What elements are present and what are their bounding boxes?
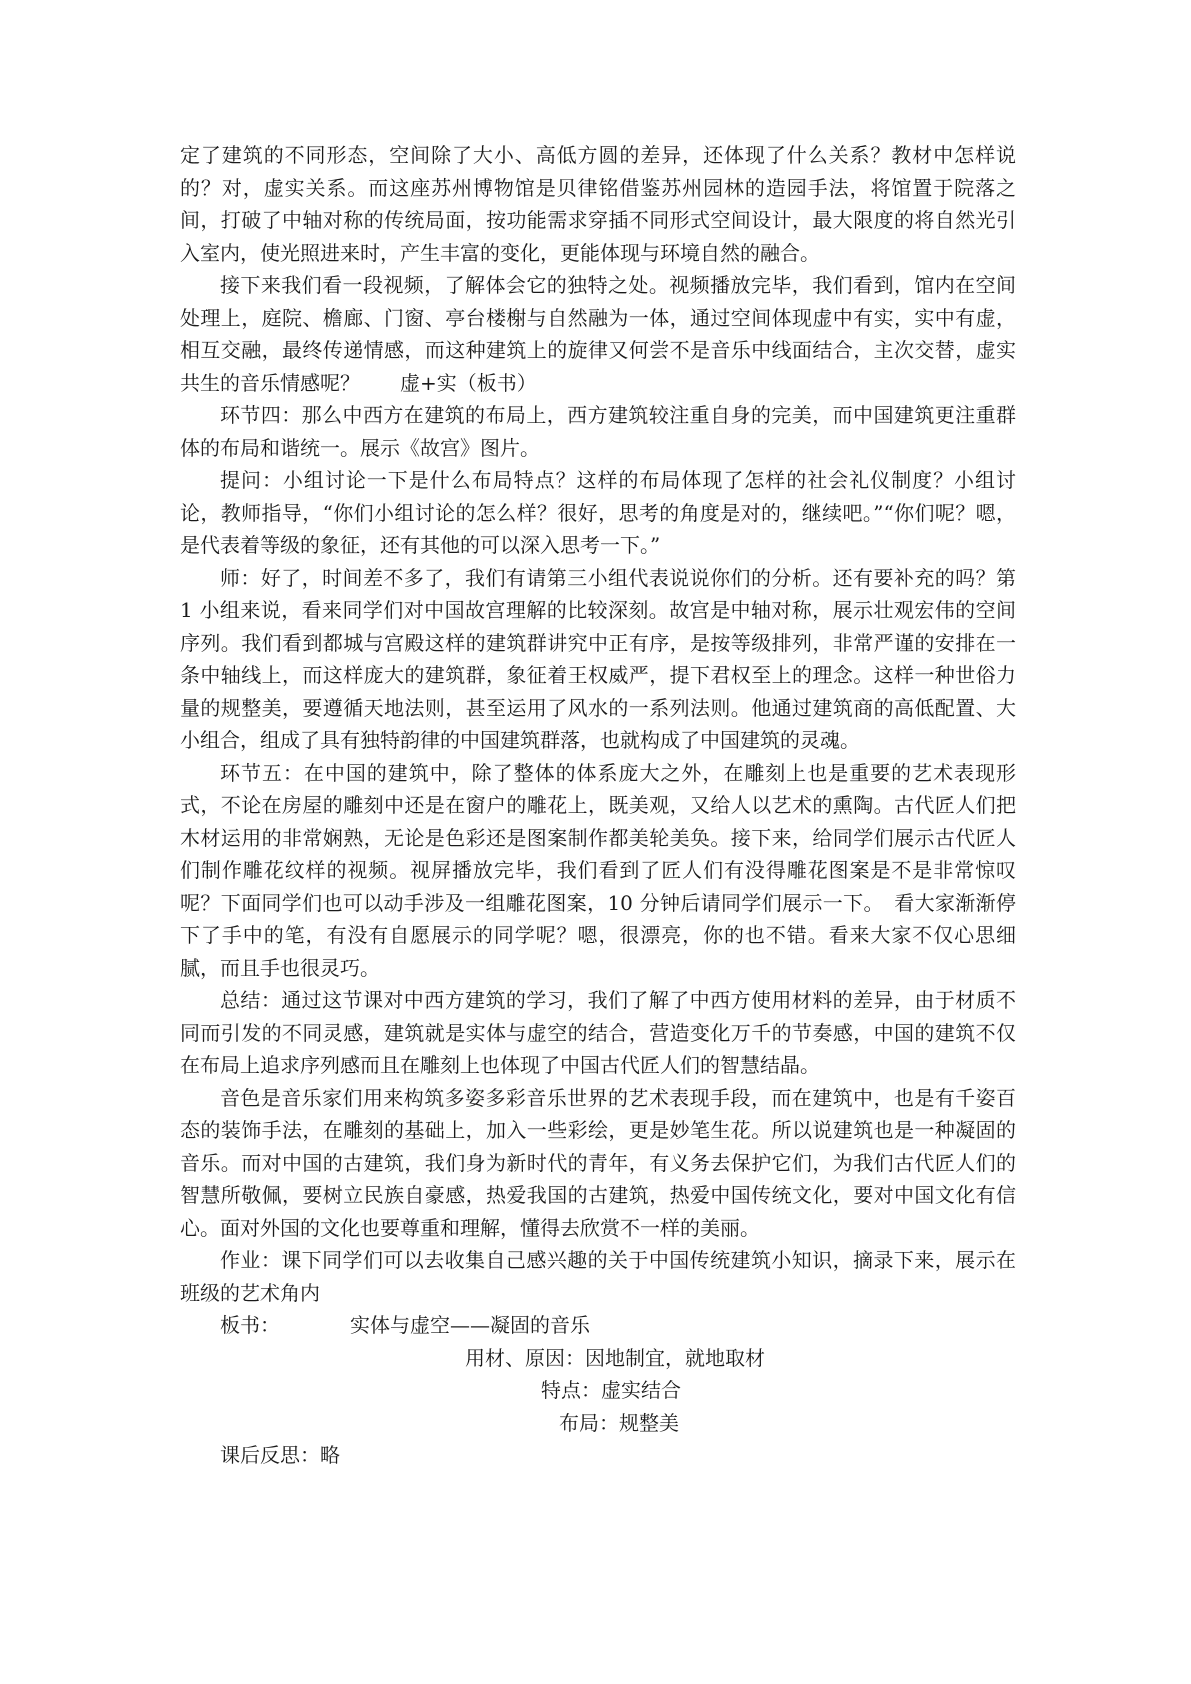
board-line-2: 特点：虚实结合 [541, 1378, 681, 1402]
paragraph-intro-continued: 定了建筑的不同形态，空间除了大小、高低方圆的差异，还体现了什么关系？教材中怎样说的？对，虚实关系。而这座苏州博物馆是贝律铭借鉴苏州园林的造园手法，将馆置于院落之间，打破了中轴对称的传统局面，按功能需求穿插不同形式空间设计，最大限度的将自然光引入室内，使光照进来时，产生丰富的变化，更能体现与环境自然的融合。 [180, 143, 1016, 265]
paragraph-timbre: 音色是音乐家们用来构筑多姿多彩音乐世界的艺术表现手段，而在建筑中，也是有千姿百态的装饰手法，在雕刻的基础上，加入一些彩绘，更是妙笔生花。所以说建筑也是一种凝固的音乐。而对中国的古建筑，我们身为新时代的青年，有义务去保护它们，为我们古代匠人们的智慧所敬佩，要树立民族自豪感，热爱我国的古建筑，热爱中国传统文化，要对中国文化有信心。面对外国的文化也要尊重和理解，懂得去欣赏不一样的美丽。 [180, 1085, 1016, 1240]
paragraph-teacher: 师：好了，时间差不多了，我们有请第三小组代表说说你们的分析。还有要补充的吗？第 1 小组来说，看来同学们对中国故宫理解的比较深刻。故宫是中轴对称，展示壮观宏伟的空间序列。我们看到都城与宫殿这样的建筑群讲究中正有序，是按等级排列，非常严谨的安排在一条中轴线上，而这样庞大的建筑群，象征着王权威严，提下君权至上的理念。这样一种世俗力量的规整美，要遵循天地法则，甚至运用了风水的一系列法则。他通过建筑商的高低配置、大小组合，组成了具有独特韵律的中国建筑群落，也就构成了中国建筑的灵魂。 [180, 565, 1023, 752]
board-line-3: 布局：规整美 [559, 1410, 679, 1435]
paragraph-question: 提问：小组讨论一下是什么布局特点？这样的布局体现了怎样的社会礼仪制度？小组讨论，教师指导，“你们小组讨论的怎么样？很好，思考的角度是对的，继续吧。”“你们呢？嗯，是代表着等级的象征，还有其他的可以深入思考一下。” [180, 468, 1016, 557]
board-label: 板书： [220, 1313, 280, 1337]
after-class-reflection: 课后反思：略 [220, 1443, 340, 1467]
board-header-row [180, 1309, 1016, 1342]
paragraph-section-four: 环节四：那么中西方在建筑的布局上，西方建筑较注重自身的完美，而中国建筑更注重群体的布局和谐统一。展示《故宫》图片。 [180, 403, 1016, 460]
board-line-materials [180, 1342, 1016, 1375]
board-line-layout [180, 1407, 1016, 1440]
board-title: 实体与虚空——凝固的音乐 [350, 1313, 590, 1337]
paragraph-video: 接下来我们看一段视频，了解体会它的独特之处。视频播放完毕，我们看到，馆内在空间处理上，庭院、檐廊、门窗、亭台楼榭与自然融为一体，通过空间体现虚中有实，实中有虚，相互交融，最终传递情感，而这种建筑上的旋律又何尝不是音乐中线面结合，主次交替，虚实共生的音乐情感呢？ 虚+实（板书） [180, 273, 1016, 395]
paragraph-summary: 总结：通过这节课对中西方建筑的学习，我们了解了中西方使用材料的差异，由于材质不同而引发的不同灵感，建筑就是实体与虚空的结合，营造变化万千的节奏感，中国的建筑不仅在布局上追求序列感而且在雕刻上也体现了中国古代匠人们的智慧结晶。 [180, 988, 1016, 1077]
board-line-1: 用材、原因：因地制宜，就地取材 [465, 1345, 765, 1370]
document-page [180, 139, 1023, 1472]
board-line-features [180, 1374, 1016, 1407]
paragraph-homework: 作业：课下同学们可以去收集自己感兴趣的关于中国传统建筑小知识，摘录下来，展示在班级的艺术角内 [180, 1248, 1016, 1305]
paragraph-section-five: 环节五：在中国的建筑中，除了整体的体系庞大之外，在雕刻上也是重要的艺术表现形式，不论在房屋的雕刻中还是在窗户的雕花上，既美观，又给人以艺术的熏陶。古代匠人们把木材运用的非常娴熟，无论是色彩还是图案制作都美轮美奂。接下来，给同学们展示古代匠人们制作雕花纹样的视频。视屏播放完毕，我们看到了匠人们有没得雕花图案是不是非常惊叹呢？下面同学们也可以动手涉及一组雕花图案，10 分钟后请同学们展示一下。 看大家渐渐停下了手中的笔，有没有自愿展示的同学呢？嗯，很漂亮，你的也不错。看来大家不仅心思细腻，而且手也很灵巧。 [180, 760, 1016, 980]
